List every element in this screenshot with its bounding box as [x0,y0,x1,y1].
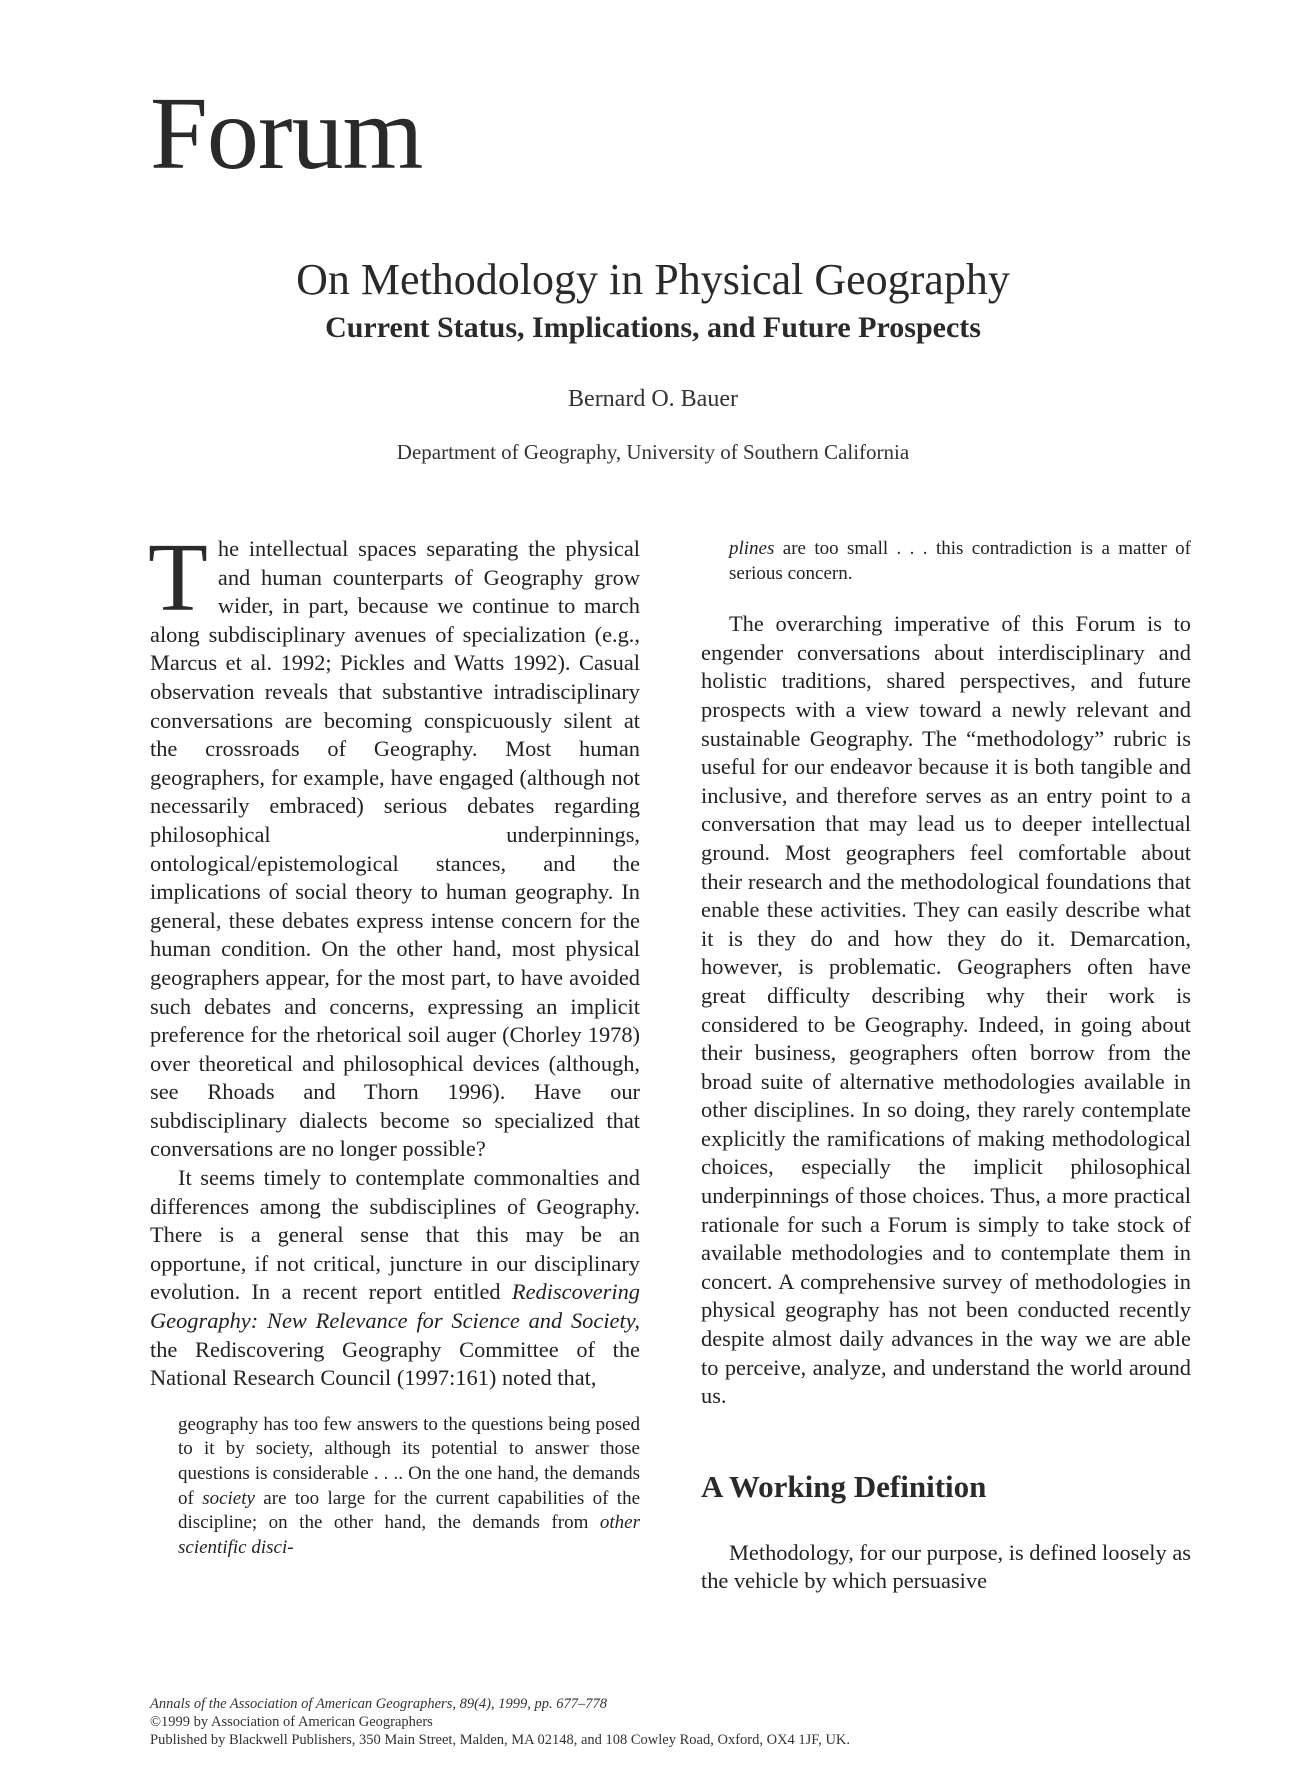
quote-text-a: geography has too few answers to the questions being posed to it by society, although its potential to answer those questions is considerable . . .. On the one hand, the demands of [178,1413,640,1509]
left-column [148,524,640,1560]
timely-text-a: It seems timely to contemplate commonalties and differences among the subdisciplines of Geography. There is a general sense that this may be an opportune, if not critical, juncture in our disciplinary evolution. In a recent report entitled [150,1165,640,1305]
section-heading: Forum [150,76,423,191]
footer-publisher: Published by Blackwell Publishers, 350 Main Street, Malden, MA 02148, and 108 Cowley Road, Oxford, OX4 1JF, UK. [150,1732,851,1748]
page-footer [150,1695,850,1749]
article-title: On Methodology in Physical Geography [296,255,1010,304]
paragraph-methodology: Methodology, for our purpose, is defined loosely as the vehicle by which persuasive [701,1539,1191,1594]
block-quote-continued [729,537,1191,586]
paragraph-imperative: The overarching imperative of this Forum is to engender conversations about interdisciplinary and holistic traditions, shared perspectives, and future prospects with a view toward a newly relevant and sustainable Geography. The “methodology” rubric is useful for our endeavor because it is both tangible and inclusive, and therefore serves as an entry point to a conversation that may lead us to deeper intellectual ground. Most geographers feel comfortable about their research and the methodological foundations that enable these activities. They can easily describe what it is they do and how they do it. Demarcation, however, is problematic. Geographers often have great difficulty describing why their work is considered to be Geography. Indeed, in going about their business, geographers often borrow from the broad suite of alternative methodologies available in other disciplines. In so doing, they rarely contemplate explicitly the ramifications of making methodological choices, especially the implicit philosophical underpinnings of those choices. Thus, a more practical rationale for such a Forum is simply to take stock of available methodologies and to contemplate them in concert. A comprehensive survey of methodologies in physical geography has not been conducted recently despite almost daily advances in the way we are able to perceive, analyze, and understand the world around us. [701,611,1191,1409]
author-name: Bernard O. Bauer [568,386,738,412]
quote-text-b: are too large for the current capabilities of the discipline; on the other hand, the demands from [178,1487,640,1534]
intro-text: he intellectual spaces separating the physical and human counterparts of Geography grow wider, in part, because we continue to march along subdisciplinary avenues of specialization (e.g., Marcus et al. 1992; Pickles and Watts 1992). Casual observation reveals that substantive intradisciplinary conversations are becoming conspicuously silent at the crossroads of Geography. Most human geographers, for example, have engaged (although not necessarily embraced) serious debates regarding philosophical underpinnings, ontological/epistemological stances, and the implications of social theory to human geography. In general, these debates express intense concern for the human condition. On the other hand, most physical geographers appear, for the most part, to have avoided such debates and concerns, expressing an implicit preference for the rhetorical soil auger (Chorley 1978) over theoretical and philosophical devices (although, see Rhoads and Thorn 1996). Have our subdisciplinary dialects become so specialized that conversations are no longer possible? [150,536,640,1162]
paragraph-intro [148,524,640,1164]
footer-journal: Annals of the Association of American Geographers, 89(4), 1999, pp. 677–778 [150,1696,607,1712]
timely-text-b: the Rediscovering Geography Committee of the National Research Council (1997:161) noted that, [150,1336,640,1391]
quote-italic-disciplines: other scientific disci- [178,1512,640,1558]
report-title: Rediscovering Geography: New Relevance for Science and Society, [150,1279,640,1334]
footer-copyright: ©1999 by Association of American Geographers [150,1714,433,1730]
article-subtitle: Current Status, Implications, and Future Prospects [325,311,981,344]
quote-italic-society: society [202,1487,255,1509]
block-quote [178,1413,640,1561]
section-heading-working-definition: A Working Definition [701,1468,987,1504]
author-affiliation: Department of Geography, University of Southern California [396,440,910,464]
paragraph-timely [150,1164,640,1393]
drop-cap: T [148,524,208,632]
quote-cont-text: are too small . . . this contradiction is a matter of serious concern. [729,538,1191,584]
quote-cont-italic: plines [729,538,775,559]
right-column [701,537,1191,1596]
